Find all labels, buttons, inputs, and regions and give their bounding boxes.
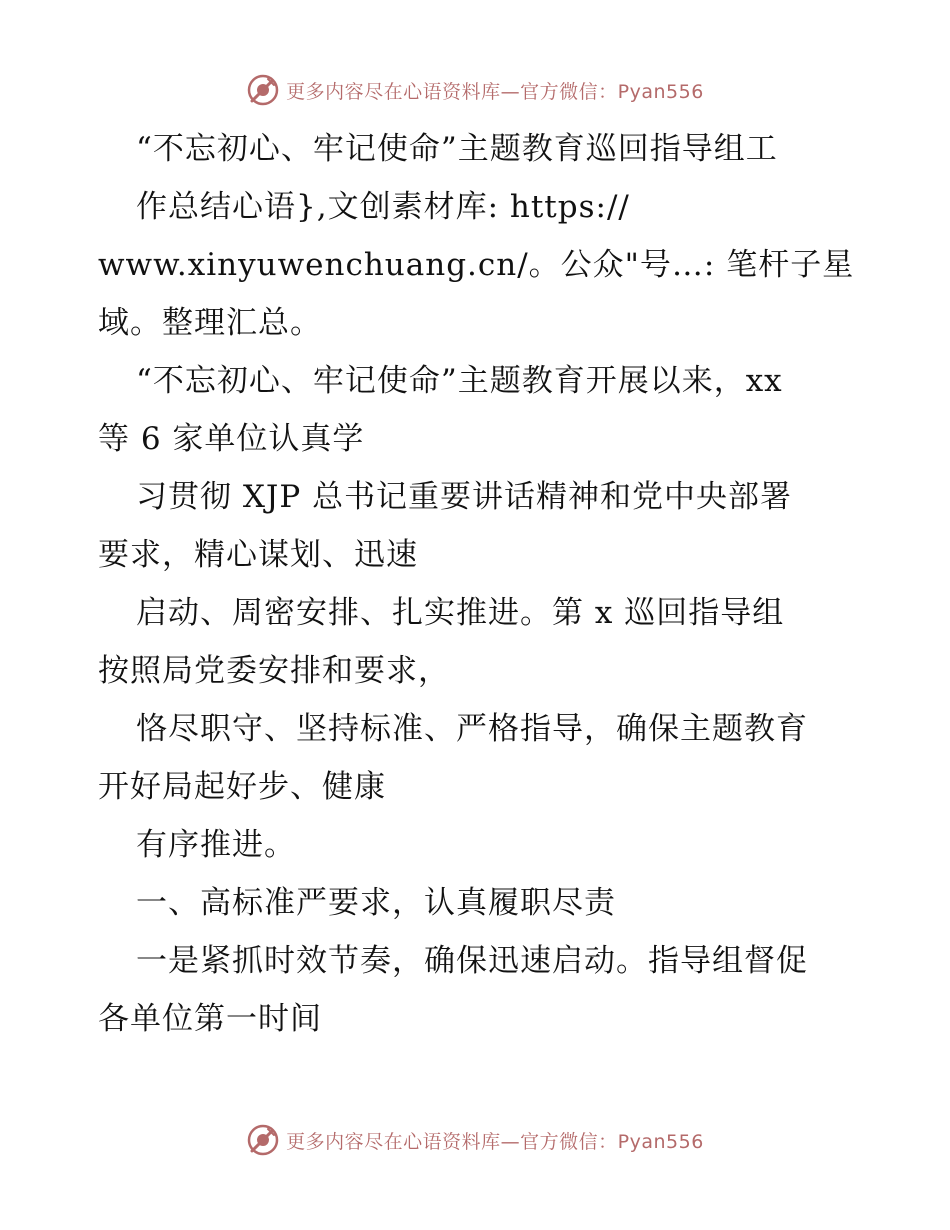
document-line: 启动、周密安排、扎实推进。第 x 巡回指导组	[136, 595, 785, 631]
document-line: 要求，精心谋划、迅速	[98, 537, 418, 573]
footer-watermark-text: 更多内容尽在心语资料库—官方微信：Pyan556	[286, 1130, 704, 1153]
header-watermark	[0, 70, 950, 110]
header-watermark-text: 更多内容尽在心语资料库—官方微信：Pyan556	[286, 80, 704, 103]
document-body	[98, 120, 858, 1048]
seal-logo-icon	[246, 73, 280, 107]
document-line: 开好局起好步、健康	[98, 769, 386, 805]
document-line: 域。整理汇总。	[98, 305, 322, 341]
document-line: 按照局党委安排和要求，	[98, 653, 450, 689]
document-line: 一是紧抓时效节奏，确保迅速启动。指导组督促	[136, 943, 808, 979]
seal-logo-icon	[246, 1123, 280, 1157]
document-line: “不忘初心、牢记使命”主题教育巡回指导组工	[136, 131, 778, 167]
document-line: 作总结心语},文创素材库: https://	[136, 189, 630, 225]
document-line: 恪尽职守、坚持标准、严格指导，确保主题教育	[136, 711, 808, 747]
document-line: 习贯彻 XJP 总书记重要讲话精神和党中央部署	[136, 479, 793, 515]
footer-watermark	[0, 1120, 950, 1160]
document-line: 各单位第一时间	[98, 1001, 322, 1037]
document-line: 有序推进。	[136, 827, 296, 863]
document-line: 等 6 家单位认真学	[98, 421, 365, 457]
section-heading: 一、高标准严要求，认真履职尽责	[136, 885, 616, 921]
document-line: “不忘初心、牢记使命”主题教育开展以来，xx	[136, 363, 783, 399]
document-line: www.xinyuwenchuang.cn/。公众"号…: 笔杆子星	[98, 247, 855, 283]
